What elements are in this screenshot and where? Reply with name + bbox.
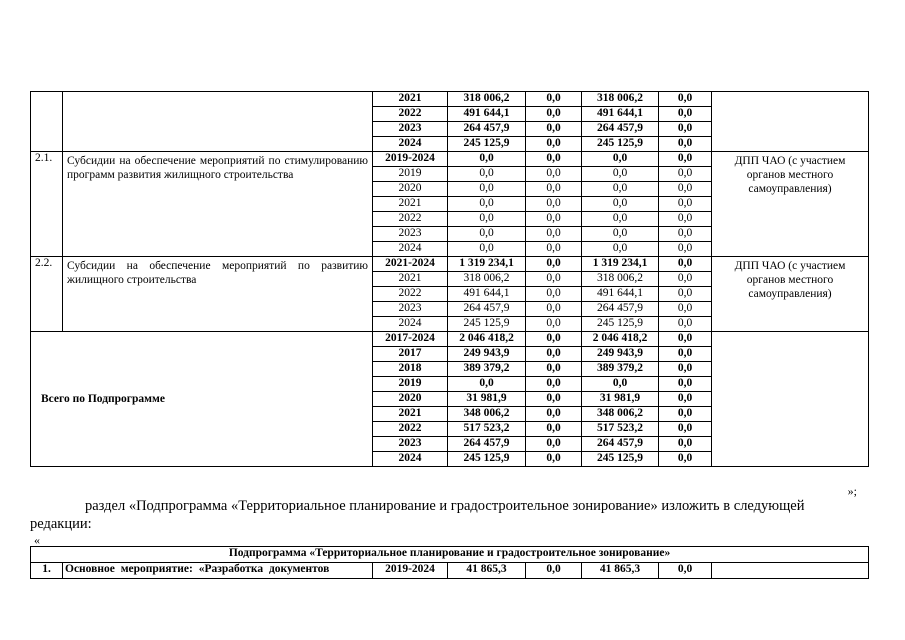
total-cell: 264 457,9 [448,302,526,317]
year-cell: 2019-2024 [373,563,448,579]
instruction-line-1: раздел «Подпрограмма «Территориальное планирование и градостроительное зонирование» изложить в следующей [85,498,805,514]
federal-cell: 0,0 [526,197,582,212]
total-cell: 245 125,9 [448,317,526,332]
federal-cell: 0,0 [526,257,582,272]
okrug-cell: 1 319 234,1 [582,257,659,272]
okrug-cell: 491 644,1 [582,107,659,122]
budget-table [30,91,869,467]
federal-cell: 0,0 [526,92,582,107]
year-cell: 2023 [373,122,448,137]
row-description: Субсидии на обеспечение мероприятий по развитию жилищного строительства [63,257,373,332]
federal-cell: 0,0 [526,182,582,197]
other-cell: 0,0 [659,257,712,272]
other-cell: 0,0 [659,407,712,422]
other-cell: 0,0 [659,287,712,302]
okrug-cell: 245 125,9 [582,317,659,332]
total-cell: 0,0 [448,377,526,392]
total-cell: 491 644,1 [448,287,526,302]
year-cell: 2020 [373,392,448,407]
total-cell: 389 379,2 [448,362,526,377]
number-cell-empty [31,92,63,152]
other-cell: 0,0 [659,332,712,347]
total-cell: 318 006,2 [448,272,526,287]
okrug-cell: 2 046 418,2 [582,332,659,347]
table-row [31,257,869,272]
federal-cell: 0,0 [526,302,582,317]
okrug-cell: 264 457,9 [582,437,659,452]
federal-cell: 0,0 [526,242,582,257]
year-cell: 2021 [373,272,448,287]
year-cell: 2020 [373,182,448,197]
year-cell: 2023 [373,437,448,452]
year-cell: 2024 [373,452,448,467]
okrug-cell: 0,0 [582,242,659,257]
okrug-cell: 264 457,9 [582,302,659,317]
okrug-cell: 318 006,2 [582,92,659,107]
row-description: Субсидии на обеспечение мероприятий по стимулированию программ развития жилищного строительства [63,152,373,257]
other-cell: 0,0 [659,347,712,362]
total-cell: 0,0 [448,242,526,257]
federal-cell: 0,0 [526,107,582,122]
responsible-cell-empty [712,92,869,152]
total-cell: 264 457,9 [448,122,526,137]
okrug-cell: 245 125,9 [582,452,659,467]
year-cell: 2024 [373,137,448,152]
okrug-cell: 0,0 [582,212,659,227]
total-cell: 0,0 [448,167,526,182]
okrug-cell: 389 379,2 [582,362,659,377]
federal-cell: 0,0 [526,347,582,362]
table-row [31,563,869,579]
federal-cell: 0,0 [526,452,582,467]
okrug-cell: 0,0 [582,152,659,167]
year-cell: 2022 [373,422,448,437]
year-cell: 2023 [373,302,448,317]
year-cell: 2019 [373,377,448,392]
opening-quote: « [34,533,40,547]
other-cell: 0,0 [659,392,712,407]
table-row [31,92,869,107]
total-cell: 0,0 [448,152,526,167]
okrug-cell: 517 523,2 [582,422,659,437]
year-cell: 2024 [373,242,448,257]
total-cell: 517 523,2 [448,422,526,437]
other-cell: 0,0 [659,137,712,152]
row-number: 2.2. [31,257,63,332]
year-cell: 2021 [373,197,448,212]
okrug-cell: 264 457,9 [582,122,659,137]
other-cell: 0,0 [659,107,712,122]
federal-cell: 0,0 [526,287,582,302]
other-cell: 0,0 [659,182,712,197]
responsible-org: ДПП ЧАО (с участием органов местного самоуправления) [712,257,869,332]
total-cell: 348 006,2 [448,407,526,422]
okrug-cell: 245 125,9 [582,137,659,152]
total-cell: 31 981,9 [448,392,526,407]
federal-cell: 0,0 [526,317,582,332]
total-cell: 491 644,1 [448,107,526,122]
total-cell: 2 046 418,2 [448,332,526,347]
other-cell: 0,0 [659,302,712,317]
other-cell: 0,0 [659,272,712,287]
year-cell: 2019-2024 [373,152,448,167]
total-cell: 245 125,9 [448,137,526,152]
total-cell: 0,0 [448,227,526,242]
other-cell: 0,0 [659,317,712,332]
year-cell: 2022 [373,287,448,302]
federal-cell: 0,0 [526,437,582,452]
total-label-cell: Всего по Подпрограмме [31,332,373,467]
okrug-cell: 0,0 [582,167,659,182]
description-cell-empty [63,92,373,152]
okrug-cell: 491 644,1 [582,287,659,302]
other-cell: 0,0 [659,212,712,227]
year-cell: 2021 [373,407,448,422]
other-cell: 0,0 [659,152,712,167]
other-cell: 0,0 [659,227,712,242]
other-cell: 0,0 [659,122,712,137]
federal-cell: 0,0 [526,563,582,579]
other-cell: 0,0 [659,377,712,392]
year-cell: 2021 [373,92,448,107]
total-cell: 41 865,3 [448,563,526,579]
federal-cell: 0,0 [526,137,582,152]
row-description: Основное мероприятие: «Разработка документов [63,563,373,579]
federal-cell: 0,0 [526,272,582,287]
okrug-cell: 31 981,9 [582,392,659,407]
row-number: 1. [31,563,63,579]
year-cell: 2023 [373,227,448,242]
responsible-org: ДПП ЧАО (с участием органов местного самоуправления) [712,152,869,257]
other-cell: 0,0 [659,422,712,437]
total-cell: 318 006,2 [448,92,526,107]
subprogram-table [30,546,869,579]
year-cell: 2024 [373,317,448,332]
subprogram-header: Подпрограмма «Территориальное планирование и градостроительное зонирование» [31,547,869,563]
other-cell: 0,0 [659,167,712,182]
federal-cell: 0,0 [526,122,582,137]
federal-cell: 0,0 [526,407,582,422]
okrug-cell: 0,0 [582,377,659,392]
other-cell: 0,0 [659,563,712,579]
federal-cell: 0,0 [526,362,582,377]
total-cell: 245 125,9 [448,452,526,467]
year-cell: 2017-2024 [373,332,448,347]
year-cell: 2019 [373,167,448,182]
year-cell: 2018 [373,362,448,377]
other-cell: 0,0 [659,242,712,257]
federal-cell: 0,0 [526,422,582,437]
responsible-cell [712,563,869,579]
okrug-cell: 0,0 [582,197,659,212]
year-cell: 2017 [373,347,448,362]
year-cell: 2021-2024 [373,257,448,272]
federal-cell: 0,0 [526,332,582,347]
federal-cell: 0,0 [526,212,582,227]
other-cell: 0,0 [659,452,712,467]
okrug-cell: 249 943,9 [582,347,659,362]
okrug-cell: 0,0 [582,227,659,242]
federal-cell: 0,0 [526,167,582,182]
federal-cell: 0,0 [526,377,582,392]
year-cell: 2022 [373,212,448,227]
total-cell: 0,0 [448,212,526,227]
other-cell: 0,0 [659,437,712,452]
federal-cell: 0,0 [526,392,582,407]
row-number: 2.1. [31,152,63,257]
okrug-cell: 348 006,2 [582,407,659,422]
table-row [31,332,869,347]
instruction-line-2: редакции: [30,516,92,532]
federal-cell: 0,0 [526,152,582,167]
okrug-cell: 0,0 [582,182,659,197]
okrug-cell: 318 006,2 [582,272,659,287]
other-cell: 0,0 [659,92,712,107]
table-row [31,152,869,167]
okrug-cell: 41 865,3 [582,563,659,579]
year-cell: 2022 [373,107,448,122]
other-cell: 0,0 [659,362,712,377]
responsible-cell-empty [712,332,869,467]
total-cell: 1 319 234,1 [448,257,526,272]
total-cell: 0,0 [448,197,526,212]
closing-quote: »; [847,484,857,498]
other-cell: 0,0 [659,197,712,212]
total-cell: 0,0 [448,182,526,197]
total-cell: 264 457,9 [448,437,526,452]
total-cell: 249 943,9 [448,347,526,362]
instruction-paragraph [30,497,858,533]
federal-cell: 0,0 [526,227,582,242]
